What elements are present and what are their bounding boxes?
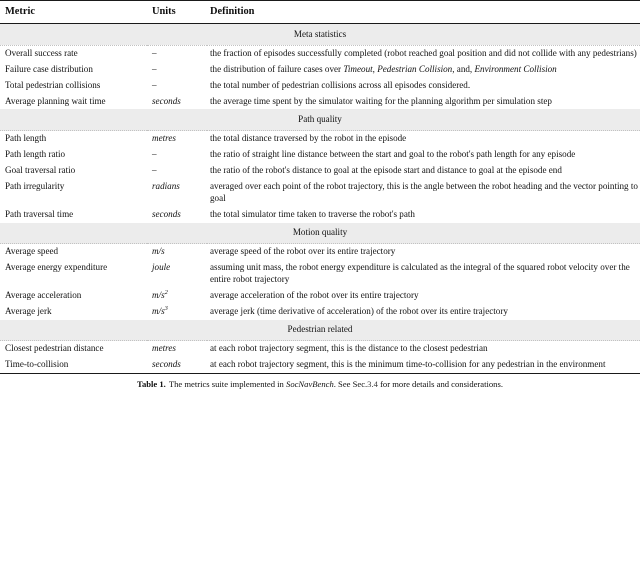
- table-row: [0, 207, 640, 223]
- metric-units-cell: seconds: [152, 95, 181, 106]
- units-base: m/s: [152, 305, 165, 316]
- metric-definition-cell: [207, 288, 640, 304]
- definition-text: average speed of the robot over its entire trajectory: [210, 246, 396, 257]
- metric-definition-cell: [207, 179, 640, 207]
- definition-text: averaged over each point of the robot trajectory, this is the angle between the robot heading and the vector pointing to goal: [210, 181, 638, 203]
- metric-units-cell: –: [152, 47, 157, 58]
- metric-definition-cell: [207, 131, 640, 147]
- definition-text: ,: [372, 63, 378, 74]
- definition-text: the average time spent by the simulator waiting for the planning algorithm per simulation step: [210, 95, 552, 106]
- metric-definition-cell: [207, 147, 640, 163]
- metric-definition-cell: [207, 260, 640, 288]
- metric-definition-cell: [207, 244, 640, 260]
- metric-units-cell: m/s: [152, 246, 165, 257]
- metric-units-cell: –: [152, 165, 157, 176]
- definition-text: the total distance traversed by the robot in the episode: [210, 133, 407, 144]
- section-header-row: [0, 320, 640, 341]
- metric-units-cell: [147, 304, 207, 320]
- definition-emphasis: Timeout: [343, 63, 373, 74]
- units-exponent: 2: [164, 288, 168, 296]
- metric-units-cell: seconds: [152, 208, 181, 219]
- metric-name-cell: Closest pedestrian distance: [5, 343, 104, 354]
- metric-name-cell: Average speed: [5, 246, 59, 257]
- table-row: [0, 357, 640, 373]
- metric-name-cell: Failure case distribution: [5, 63, 93, 74]
- table-row: [0, 131, 640, 147]
- table-row: [0, 94, 640, 110]
- table-caption: [0, 374, 640, 390]
- column-header-metric: Metric: [0, 1, 147, 24]
- table-row: [0, 260, 640, 288]
- caption-text-before: The metrics suite implemented in: [168, 379, 287, 390]
- definition-text: the distribution of failure cases over: [210, 63, 344, 74]
- table-row: [0, 341, 640, 357]
- definition-emphasis: Environment Collision: [474, 63, 557, 74]
- metric-units-cell: radians: [152, 181, 180, 192]
- header-row: [0, 1, 640, 24]
- caption-label: Table 1.: [137, 379, 166, 390]
- table-row: [0, 288, 640, 304]
- metric-units-cell: –: [152, 149, 157, 160]
- units-exponent: 3: [164, 304, 168, 312]
- section-title: Path quality: [0, 109, 640, 130]
- column-header-definition: Definition: [207, 1, 640, 24]
- table-row: [0, 45, 640, 61]
- table-body: [0, 24, 640, 374]
- definition-text: at each robot trajectory segment, this is the minimum time-to-collision for any pedestrian in the environment: [210, 359, 606, 370]
- metric-units-cell: joule: [152, 262, 171, 273]
- table-row: [0, 244, 640, 260]
- definition-text: at each robot trajectory segment, this is the distance to the closest pedestrian: [210, 343, 488, 354]
- metric-definition-cell: [207, 304, 640, 320]
- metric-name-cell: Average jerk: [5, 305, 52, 316]
- table-row: [0, 304, 640, 320]
- caption-product-name: SocNavBench: [286, 379, 334, 390]
- section-title: Motion quality: [0, 223, 640, 244]
- metric-definition-cell: [207, 94, 640, 110]
- caption-text-middle: . See Sec.: [333, 379, 368, 390]
- metric-name-cell: Average planning wait time: [5, 95, 106, 106]
- table-header: [0, 1, 640, 24]
- units-base: m/s: [152, 289, 165, 300]
- metric-units-cell: –: [152, 63, 157, 74]
- column-header-units: Units: [147, 1, 207, 24]
- definition-text: average acceleration of the robot over its entire trajectory: [210, 289, 419, 300]
- definition-text: assuming unit mass, the robot energy expenditure is calculated as the integral of the squared robot velocity over the entire robot trajectory: [210, 262, 630, 284]
- caption-section-link[interactable]: 3.4: [367, 379, 378, 390]
- metric-name-cell: Total pedestrian collisions: [5, 79, 101, 90]
- definition-text: , and,: [452, 63, 475, 74]
- metric-definition-cell: [207, 62, 640, 78]
- definition-text: the ratio of straight line distance between the start and goal to the robot's path length for any episode: [210, 149, 576, 160]
- section-title: Pedestrian related: [0, 320, 640, 341]
- definition-text: the fraction of episodes successfully completed (robot reached goal position and did not collide with any pedestrians): [210, 47, 637, 58]
- table-row: [0, 78, 640, 94]
- metric-definition-cell: [207, 357, 640, 373]
- definition-text: the total number of pedestrian collisions across all episodes considered.: [210, 79, 471, 90]
- definition-emphasis: Pedestrian Collision: [377, 63, 453, 74]
- metric-units-cell: seconds: [152, 359, 181, 370]
- definition-text: the ratio of the robot's distance to goal at the episode start and distance to goal at the episode end: [210, 165, 562, 176]
- table-row: [0, 62, 640, 78]
- metric-definition-cell: [207, 78, 640, 94]
- definition-text: the total simulator time taken to traverse the robot's path: [210, 208, 415, 219]
- section-header-row: [0, 109, 640, 130]
- metric-name-cell: Path irregularity: [5, 181, 65, 192]
- metric-units-cell: –: [152, 79, 157, 90]
- table-row: [0, 163, 640, 179]
- metric-name-cell: Path length ratio: [5, 149, 66, 160]
- table-row: [0, 179, 640, 207]
- caption-text-after: for more details and considerations.: [377, 379, 503, 390]
- metric-units-cell: [147, 288, 207, 304]
- metric-name-cell: Time-to-collision: [5, 359, 69, 370]
- section-title: Meta statistics: [0, 24, 640, 46]
- metric-name-cell: Average energy expenditure: [5, 262, 108, 273]
- definition-text: average jerk (time derivative of acceleration) of the robot over its entire trajectory: [210, 305, 508, 316]
- metric-name-cell: Overall success rate: [5, 47, 78, 58]
- metric-name-cell: Goal traversal ratio: [5, 165, 76, 176]
- metric-definition-cell: [207, 45, 640, 61]
- metric-definition-cell: [207, 341, 640, 357]
- metric-definition-cell: [207, 163, 640, 179]
- metric-definition-cell: [207, 207, 640, 223]
- metric-name-cell: Path traversal time: [5, 208, 74, 219]
- table-row: [0, 147, 640, 163]
- metric-name-cell: Path length: [5, 133, 47, 144]
- section-header-row: [0, 24, 640, 46]
- metric-units-cell: metres: [152, 343, 176, 354]
- section-header-row: [0, 223, 640, 244]
- metric-units-cell: metres: [152, 133, 176, 144]
- metric-name-cell: Average acceleration: [5, 289, 82, 300]
